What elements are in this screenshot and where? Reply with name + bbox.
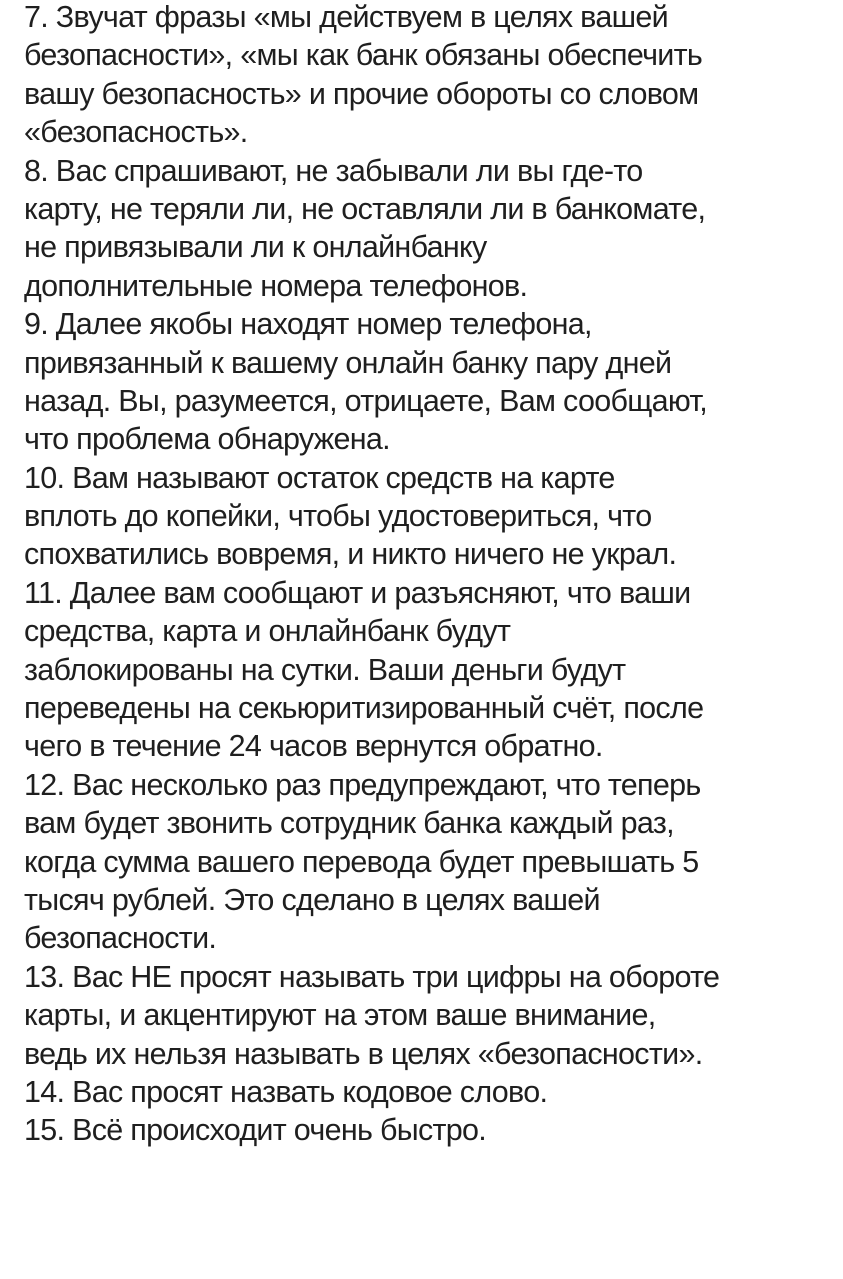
text-line: 7. Звучат фразы «мы действуем в целях вашей: [24, 0, 668, 34]
text-line: 13. Вас НЕ просят называть три цифры на обороте: [24, 959, 720, 994]
text-line: 9. Далее якобы находят номер телефона,: [24, 307, 592, 342]
text-line: спохватились вовремя, и никто ничего не украл.: [24, 537, 677, 572]
list-item-15: [24, 1109, 833, 1151]
list-item-12: [24, 764, 833, 960]
text-line: 10. Вам называют остаток средств на карте: [24, 460, 615, 495]
list-item-8: [24, 150, 833, 308]
list-item-7: [24, 0, 833, 154]
text-line: заблокированы на сутки. Ваши деньги будут: [24, 652, 626, 687]
text-line: 15. Всё происходит очень быстро.: [24, 1113, 487, 1148]
text-line: карты, и акцентируют на этом ваше внимание,: [24, 998, 656, 1033]
list-item-14: [24, 1071, 833, 1113]
text-line: не привязывали ли к онлайнбанку: [24, 230, 487, 265]
text-line: средства, карта и онлайнбанк будут: [24, 614, 511, 649]
text-line: дополнительные номера телефонов.: [24, 268, 528, 303]
text-line: вашу безопасность» и прочие обороты со словом: [24, 76, 699, 111]
list-item-11: [24, 572, 833, 768]
text-line: безопасности», «мы как банк обязаны обеспечить: [24, 38, 703, 73]
text-line: вплоть до копейки, чтобы удостовериться, что: [24, 499, 652, 534]
document-text: [24, 0, 833, 1152]
text-line: чего в течение 24 часов вернутся обратно.: [24, 729, 603, 764]
text-line: привязанный к вашему онлайн банку пару дней: [24, 345, 672, 380]
text-line: «безопасность».: [24, 115, 248, 150]
text-line: назад. Вы, разумеется, отрицаете, Вам сообщают,: [24, 383, 708, 418]
text-line: ведь их нельзя называть в целях «безопасности».: [24, 1036, 703, 1071]
list-item-10: [24, 457, 833, 576]
text-line: 8. Вас спрашивают, не забывали ли вы где-то: [24, 153, 643, 188]
text-line: 12. Вас несколько раз предупреждают, что теперь: [24, 767, 701, 802]
text-line: карту, не теряли ли, не оставляли ли в банкомате,: [24, 191, 706, 226]
text-line: когда сумма вашего перевода будет превышать 5: [24, 844, 699, 879]
text-line: 14. Вас просят назвать кодовое слово.: [24, 1074, 548, 1109]
text-line: переведены на секьюритизированный счёт, после: [24, 691, 704, 726]
text-line: безопасности.: [24, 921, 217, 956]
text-line: тысяч рублей. Это сделано в целях вашей: [24, 882, 600, 917]
list-item-13: [24, 956, 833, 1075]
text-line: что проблема обнаружена.: [24, 422, 390, 457]
list-item-9: [24, 303, 833, 461]
text-line: вам будет звонить сотрудник банка каждый раз,: [24, 806, 674, 841]
text-line: 11. Далее вам сообщают и разъясняют, что ваши: [24, 575, 691, 610]
